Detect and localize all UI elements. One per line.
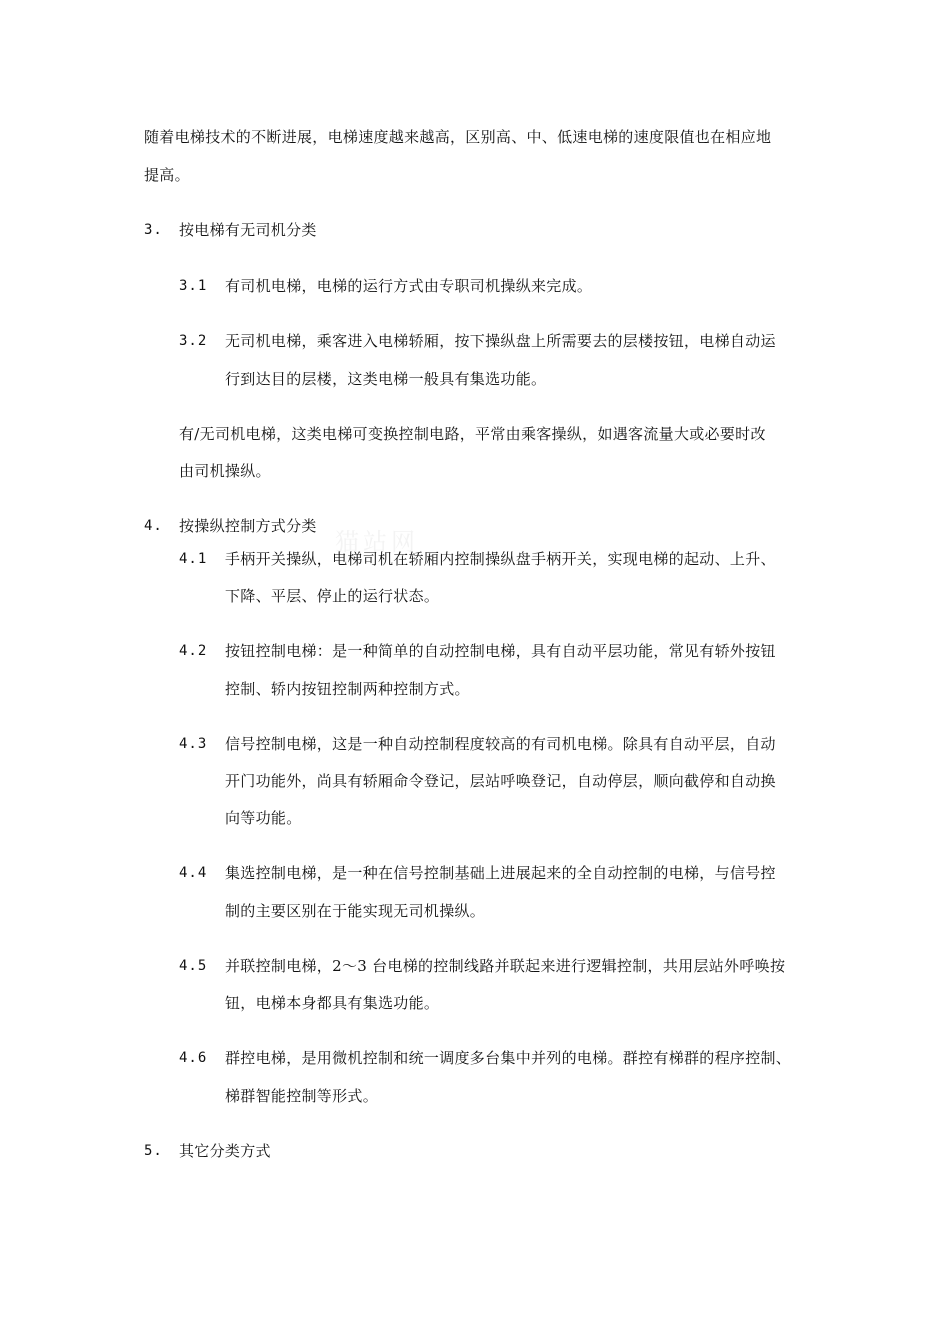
item-4-5-number: 4.5 — [179, 958, 208, 974]
item-4-4-line-1: 集选控制电梯，是一种在信号控制基础上进展起来的全自动控制的电梯，与信号控 — [225, 864, 776, 882]
item-4-1-number: 4.1 — [179, 551, 208, 567]
item-3-2-line-2: 行到达目的层楼，这类电梯一般具有集选功能。 — [225, 370, 547, 388]
watermark: 猫站网 — [335, 528, 419, 556]
item-4-3-line-2: 开门功能外，尚具有轿厢命令登记，层站呼唤登记，自动停层，顺向截停和自动换 — [225, 772, 776, 790]
section-3-title: 按电梯有无司机分类 — [179, 221, 317, 239]
item-4-3-line-3: 向等功能。 — [225, 809, 302, 827]
item-4-2-number: 4.2 — [179, 643, 208, 659]
item-4-4-number: 4.4 — [179, 865, 208, 881]
section-4-title: 按操纵控制方式分类 — [179, 517, 317, 535]
section-3-number: 3. — [144, 222, 163, 238]
item-3-1-number: 3.1 — [179, 278, 208, 294]
intro-line-1: 随着电梯技术的不断进展，电梯速度越来越高，区别高、中、低速电梯的速度限值也在相应地 — [144, 128, 772, 146]
item-4-4-line-2: 制的主要区别在于能实现无司机操纵。 — [225, 902, 486, 920]
item-4-5-line-1: 并联控制电梯，2～3 台电梯的控制线路并联起来进行逻辑控制，共用层站外呼唤按 — [225, 957, 786, 975]
section-4-number: 4. — [144, 518, 163, 534]
item-4-1-line-2: 下降、平层、停止的运行状态。 — [225, 587, 440, 605]
item-4-6-line-2: 梯群智能控制等形式。 — [225, 1087, 379, 1105]
item-4-3-line-1: 信号控制电梯，这是一种自动控制程度较高的有司机电梯。除具有自动平层，自动 — [225, 735, 776, 753]
section-5-title: 其它分类方式 — [179, 1142, 271, 1160]
item-4-1-line-1: 手柄开关操纵，电梯司机在轿厢内控制操纵盘手柄开关，实现电梯的起动、上升、 — [225, 550, 776, 568]
item-4-3-number: 4.3 — [179, 736, 208, 752]
item-3-2-number: 3.2 — [179, 333, 208, 349]
item-3-1-line-1: 有司机电梯，电梯的运行方式由专职司机操纵来完成。 — [225, 277, 593, 295]
section-3-extra-line-2: 由司机操纵。 — [179, 462, 271, 480]
item-3-2-line-1: 无司机电梯，乘客进入电梯轿厢，按下操纵盘上所需要去的层楼按钮，电梯自动运 — [225, 332, 776, 350]
item-4-2-line-1: 按钮控制电梯：是一种简单的自动控制电梯，具有自动平层功能，常见有轿外按钮 — [225, 642, 776, 660]
item-4-2-line-2: 控制、轿内按钮控制两种控制方式。 — [225, 680, 470, 698]
item-4-6-line-1: 群控电梯，是用微机控制和统一调度多台集中并列的电梯。群控有梯群的程序控制、 — [225, 1049, 792, 1067]
section-5-number: 5. — [144, 1143, 163, 1159]
section-3-extra-line-1: 有/无司机电梯，这类电梯可变换控制电路，平常由乘客操纵，如遇客流量大或必要时改 — [179, 425, 766, 443]
item-4-5-line-2: 钮，电梯本身都具有集选功能。 — [225, 994, 440, 1012]
item-4-6-number: 4.6 — [179, 1050, 208, 1066]
intro-line-2: 提高。 — [144, 166, 190, 184]
